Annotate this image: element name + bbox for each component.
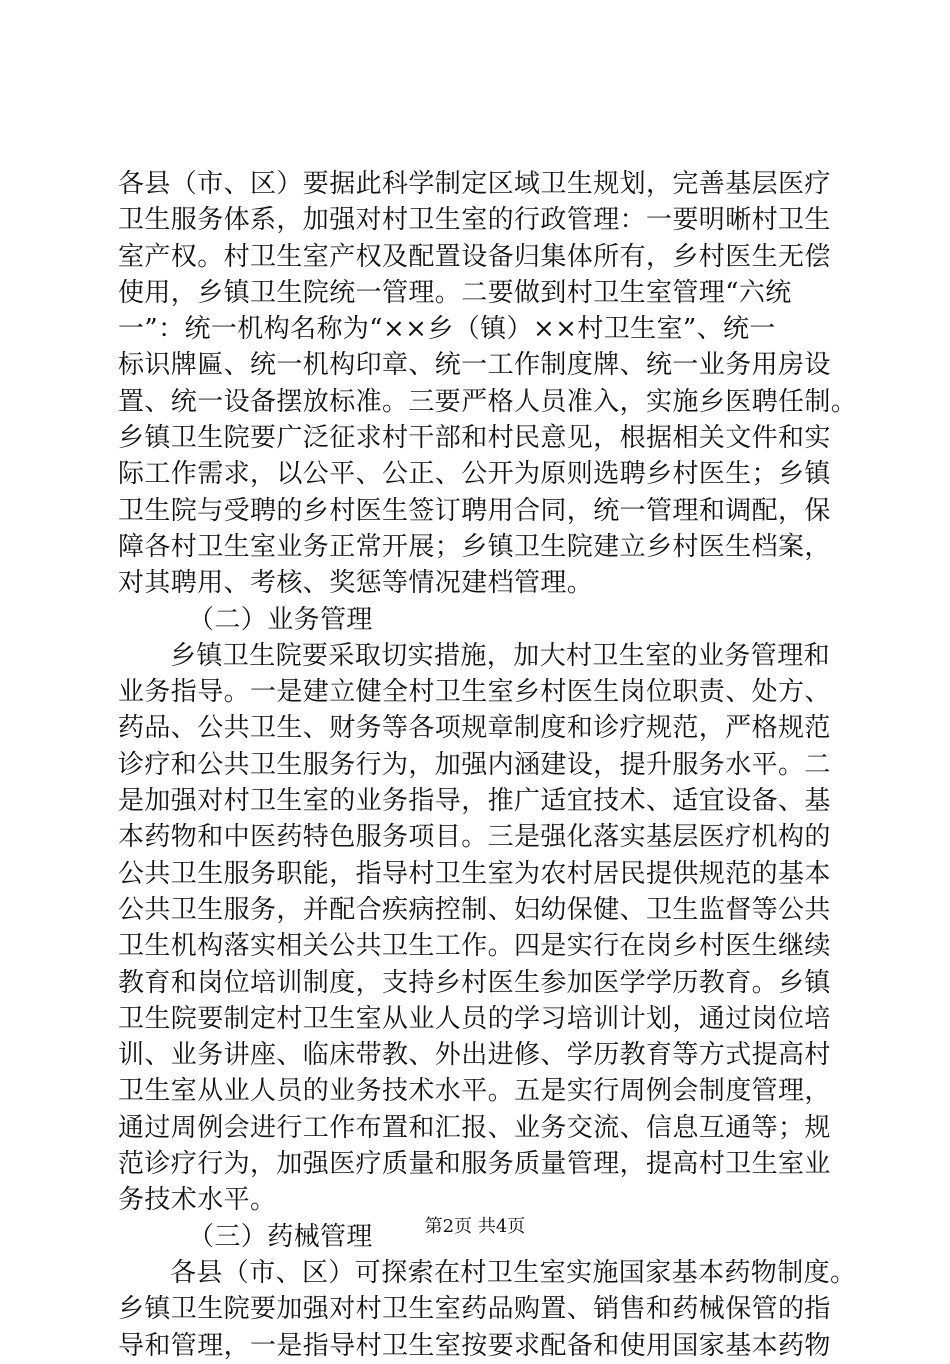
section-heading-business: （二）业务管理: [188, 604, 373, 635]
body-text: [118, 166, 858, 1364]
text-line: 药品、公共卫生、财务等各项规章制度和诊疗规范，严格规范: [118, 713, 831, 744]
text-line: 卫生室从业人员的业务技术水平。五是实行周例会制度管理，: [118, 1076, 831, 1107]
text-line: 一”：统一机构名称为“××乡（镇）××村卫生室”、统一: [118, 314, 776, 345]
text-line: 障各村卫生室业务正常开展；乡镇卫生院建立乡村医生档案，: [118, 531, 831, 562]
text-line: 卫生院与受聘的乡村医生签订聘用合同，统一管理和调配，保: [118, 495, 831, 526]
text-line: 训、业务讲座、临床带教、外出进修、学历教育等方式提高村: [118, 1040, 831, 1071]
text-line: 卫生服务体系，加强对村卫生室的行政管理：一要明晰村卫生: [118, 205, 831, 236]
text-line: 通过周例会进行工作布置和汇报、业务交流、信息互通等；规: [118, 1112, 831, 1143]
text-line: 置、统一设备摆放标准。三要严格人员准入，实施乡医聘任制。: [118, 386, 858, 417]
text-line: 卫生机构落实相关公共卫生工作。四是实行在岗乡村医生继续: [118, 931, 831, 962]
paragraph-first-line: 乡镇卫生院要采取切实措施，加大村卫生室的业务管理和: [170, 640, 831, 671]
text-line: 乡镇卫生院要广泛征求村干部和村民意见，根据相关文件和实: [118, 423, 831, 454]
text-line: 卫生院要制定村卫生室从业人员的学习培训计划，通过岗位培: [118, 1003, 831, 1034]
text-line: 教育和岗位培训制度，支持乡村医生参加医学学历教育。乡镇: [118, 967, 831, 998]
section-heading-drugs: （三）药械管理: [188, 1221, 373, 1252]
text-line: 际工作需求，以公平、公正、公开为原则选聘乡村医生；乡镇: [118, 459, 831, 490]
text-line: 业务指导。一是建立健全村卫生室乡村医生岗位职责、处方、: [118, 677, 831, 708]
text-line: 本药物和中医药特色服务项目。三是强化落实基层医疗机构的: [118, 822, 831, 853]
paragraph-first-line: 各县（市、区）可探索在村卫生室实施国家基本药物制度。: [170, 1257, 857, 1288]
page-number-footer: 第2页 共4页: [424, 1216, 526, 1237]
text-line: 乡镇卫生院要加强对村卫生室药品购置、销售和药械保管的指: [118, 1294, 831, 1325]
text-line: 范诊疗行为，加强医疗质量和服务质量管理，提高村卫生室业: [118, 1149, 831, 1180]
text-line: 使用，乡镇卫生院统一管理。二要做到村卫生室管理“六统: [118, 277, 792, 308]
text-line: 务技术水平。: [118, 1185, 277, 1216]
text-line: 导和管理，一是指导村卫生室按要求配备和使用国家基本药物: [118, 1330, 831, 1361]
text-line: 诊疗和公共卫生服务行为，加强内涵建设，提升服务水平。二: [118, 749, 831, 780]
text-line: 室产权。村卫生室产权及配置设备归集体所有，乡村医生无偿: [118, 241, 831, 272]
text-line: 公共卫生服务，并配合疾病控制、妇幼保健、卫生监督等公共: [118, 894, 831, 925]
text-line: 各县（市、区）要据此科学制定区域卫生规划，完善基层医疗: [118, 169, 831, 199]
text-line: 标识牌匾、统一机构印章、统一工作制度牌、统一业务用房设: [118, 350, 831, 381]
text-line: 是加强对村卫生室的业务指导，推广适宜技术、适宜设备、基: [118, 786, 831, 817]
text-line: 对其聘用、考核、奖惩等情况建档管理。: [118, 568, 594, 599]
text-line: 公共卫生服务职能，指导村卫生室为农村居民提供规范的基本: [118, 858, 831, 889]
